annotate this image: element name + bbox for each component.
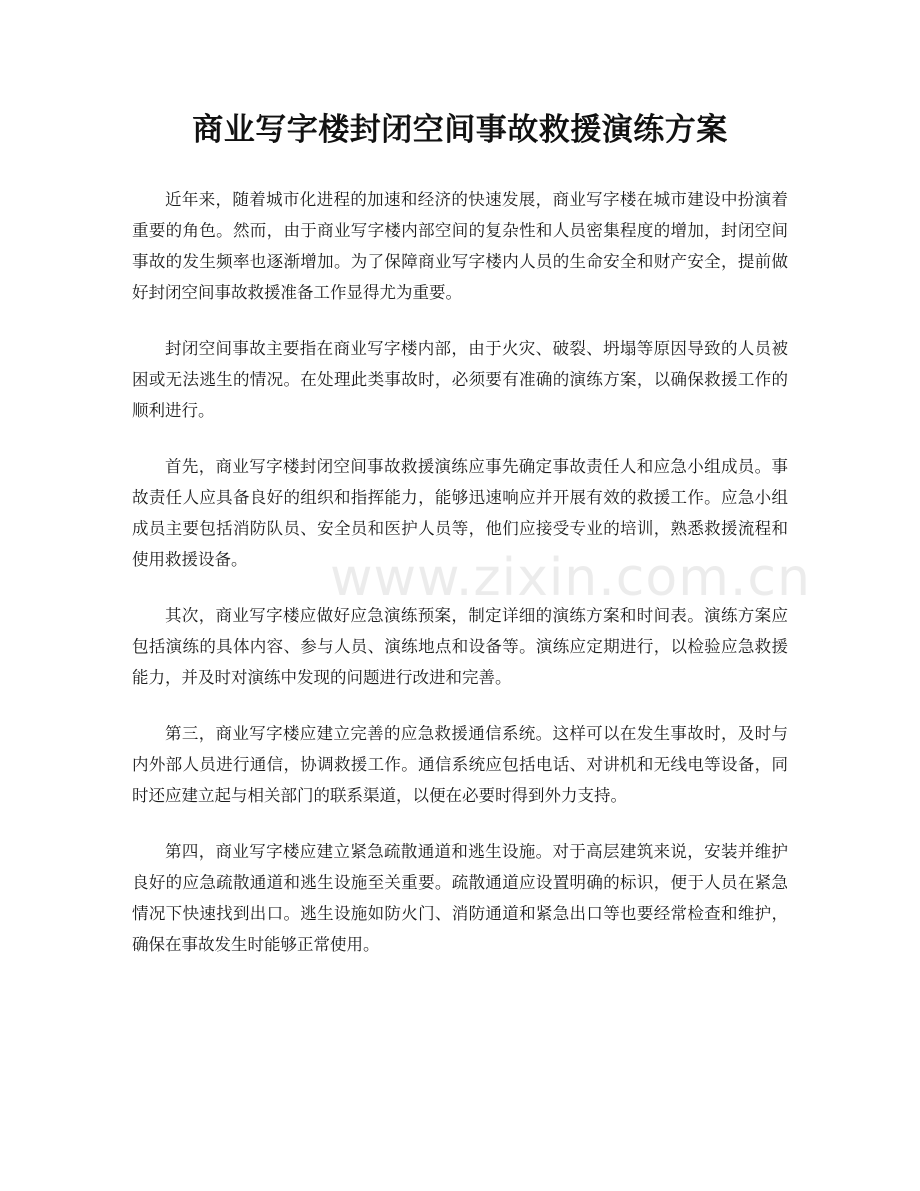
document-body — [132, 184, 788, 985]
paragraph-5: 第三，商业写字楼应建立完善的应急救援通信系统。这样可以在发生事故时，及时与内外部人员进行通信，协调救援工作。通信系统应包括电话、对讲机和无线电等设备，同时还应建立起与相关部门的联系渠道，以便在必要时得到外力支持。 — [132, 724, 788, 805]
watermark: www.zixin.com.cn — [330, 548, 811, 608]
paragraph-1: 近年来，随着城市化进程的加速和经济的快速发展，商业写字楼在城市建设中扮演着重要的角色。然而，由于商业写字楼内部空间的复杂性和人员密集程度的增加，封闭空间事故的发生频率也逐渐增加。为了保障商业写字楼内人员的生命安全和财产安全，提前做好封闭空间事故救援准备工作显得尤为重要。 — [132, 190, 788, 302]
paragraph-4: 其次，商业写字楼应做好应急演练预案，制定详细的演练方案和时间表。演练方案应包括演练的具体内容、参与人员、演练地点和设备等。演练应定期进行，以检验应急救援能力，并及时对演练中发现的问题进行改进和完善。 — [132, 606, 788, 687]
paragraph-3: 首先，商业写字楼封闭空间事故救援演练应事先确定事故责任人和应急小组成员。事故责任人应具备良好的组织和指挥能力，能够迅速响应并开展有效的救援工作。应急小组成员主要包括消防队员、安全员和医护人员等，他们应接受专业的培训，熟悉救援流程和使用救援设备。 — [132, 457, 788, 569]
document-title: 商业写字楼封闭空间事故救援演练方案 — [192, 112, 728, 148]
paragraph-6: 第四，商业写字楼应建立紧急疏散通道和逃生设施。对于高层建筑来说，安装并维护良好的应急疏散通道和逃生设施至关重要。疏散通道应设置明确的标识，便于人员在紧急情况下快速找到出口。逃生设施如防火门、消防通道和紧急出口等也要经常检查和维护，确保在事故发生时能够正常使用。 — [132, 842, 788, 954]
paragraph-2: 封闭空间事故主要指在商业写字楼内部，由于火灾、破裂、坍塌等原因导致的人员被困或无法逃生的情况。在处理此类事故时，必须要有准确的演练方案，以确保救援工作的顺利进行。 — [132, 339, 788, 420]
